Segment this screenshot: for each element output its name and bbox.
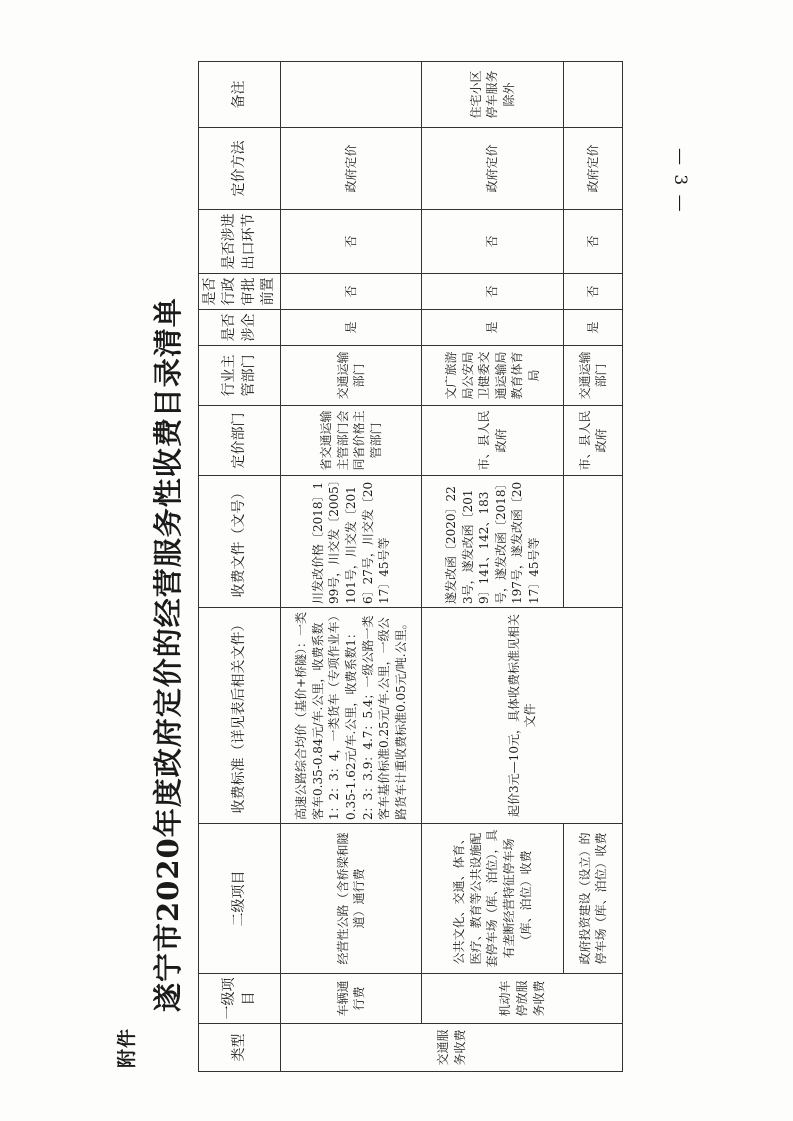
cell-involves-enterprise: 是 (281, 310, 422, 346)
cell-import-export: 否 (281, 210, 422, 274)
header-standard: 收费标准（详见表后相关文件） (199, 608, 281, 824)
cell-involves-enterprise: 是 (564, 310, 623, 346)
cell-standard: 高速公路综合均价（基价+桥隧）：一类客车0.35-0.84元/车.公里，收费系数1：2：3：4，一类货车（专项作业车）0.35-1.62元/车.公里，收费系数1：2：3：3.9：4.7：5.4；一级公路一类客车基价标准0.25元/车.公里，一级公路货车计重收费标准0.05元/吨.公里。 (281, 608, 422, 824)
cell-admin-approval: 否 (564, 274, 623, 310)
header-level1: 一级项目 (199, 974, 281, 1024)
cell-pricing-dept: 省交通运输主管部门会同省价格主管部门 (281, 406, 422, 476)
table-row (564, 62, 623, 1072)
cell-pricing-dept: 市、县人民政府 (422, 406, 564, 476)
cell-doc: 遂发改函〔2020〕223号，遂发改函〔2019〕141、142、183号，遂发改函〔2018〕197号，遂发改函〔2017〕45号等 (422, 476, 564, 608)
cell-involves-enterprise: 是 (422, 310, 564, 346)
attachment-label: 附件 (116, 1027, 138, 1068)
cell-level1: 机动车停放服务收费 (422, 974, 623, 1024)
cell-doc (564, 476, 623, 608)
cell-level2: 经营性公路（含桥梁和隧道）通行费 (281, 824, 422, 974)
cell-method: 政府定价 (281, 128, 422, 210)
header-industry-dept: 行业主管部门 (199, 346, 281, 406)
header-admin-approval: 是否行政审批前置 (199, 274, 281, 310)
cell-admin-approval: 否 (422, 274, 564, 310)
header-remarks: 备注 (199, 62, 281, 128)
header-level2: 二级项目 (199, 824, 281, 974)
cell-level1: 车辆通行费 (281, 974, 422, 1024)
cell-industry-dept: 文广旅游局公安局卫健委交通运输局教育体育局 (422, 346, 564, 406)
cell-doc: 川发改价格〔2018〕199号，川交发〔2005〕101号，川交发〔2016〕27号，川交发〔2017〕45号等 (281, 476, 422, 608)
rotated-page-content (148, 62, 768, 1072)
header-method: 定价方法 (199, 128, 281, 210)
cell-remarks: 住宅小区停车服务除外 (422, 62, 564, 128)
cell-level2: 政府投资建设（设立）的停车场（库、泊位）收费 (564, 824, 623, 974)
header-doc: 收费文件（文号） (199, 476, 281, 608)
cell-industry-dept: 交通运输部门 (564, 346, 623, 406)
table-row (281, 62, 422, 1072)
document-title: 遂宁市2020年度政府定价的经营服务性收费目录清单 (151, 297, 185, 1012)
cell-remarks (564, 62, 623, 128)
cell-method: 政府定价 (422, 128, 564, 210)
cell-standard: 起价3元—10元，具体收费标准见相关文件 (422, 608, 623, 824)
page-number: — 3 — (670, 148, 690, 214)
cell-remarks (281, 62, 422, 128)
cell-import-export: 否 (564, 210, 623, 274)
cell-level2: 公共文化、交通、体育、医疗、教育等公共设施配套停车场（库、泊位），具有垄断经营特征停车场（库、泊位）收费 (422, 824, 564, 974)
cell-import-export: 否 (422, 210, 564, 274)
table-row (422, 62, 564, 1072)
cell-type: 交通服务收费 (281, 1024, 623, 1072)
cell-admin-approval: 否 (281, 274, 422, 310)
fee-catalog-table (198, 61, 623, 1072)
header-import-export: 是否涉进出口环节 (199, 210, 281, 274)
cell-pricing-dept: 市、县人民政府 (564, 406, 623, 476)
header-pricing-dept: 定价部门 (199, 406, 281, 476)
header-involves-enterprise: 是否涉企 (199, 310, 281, 346)
table-header-row (199, 62, 281, 1072)
header-type: 类型 (199, 1024, 281, 1072)
cell-method: 政府定价 (564, 128, 623, 210)
cell-industry-dept: 交通运输部门 (281, 346, 422, 406)
